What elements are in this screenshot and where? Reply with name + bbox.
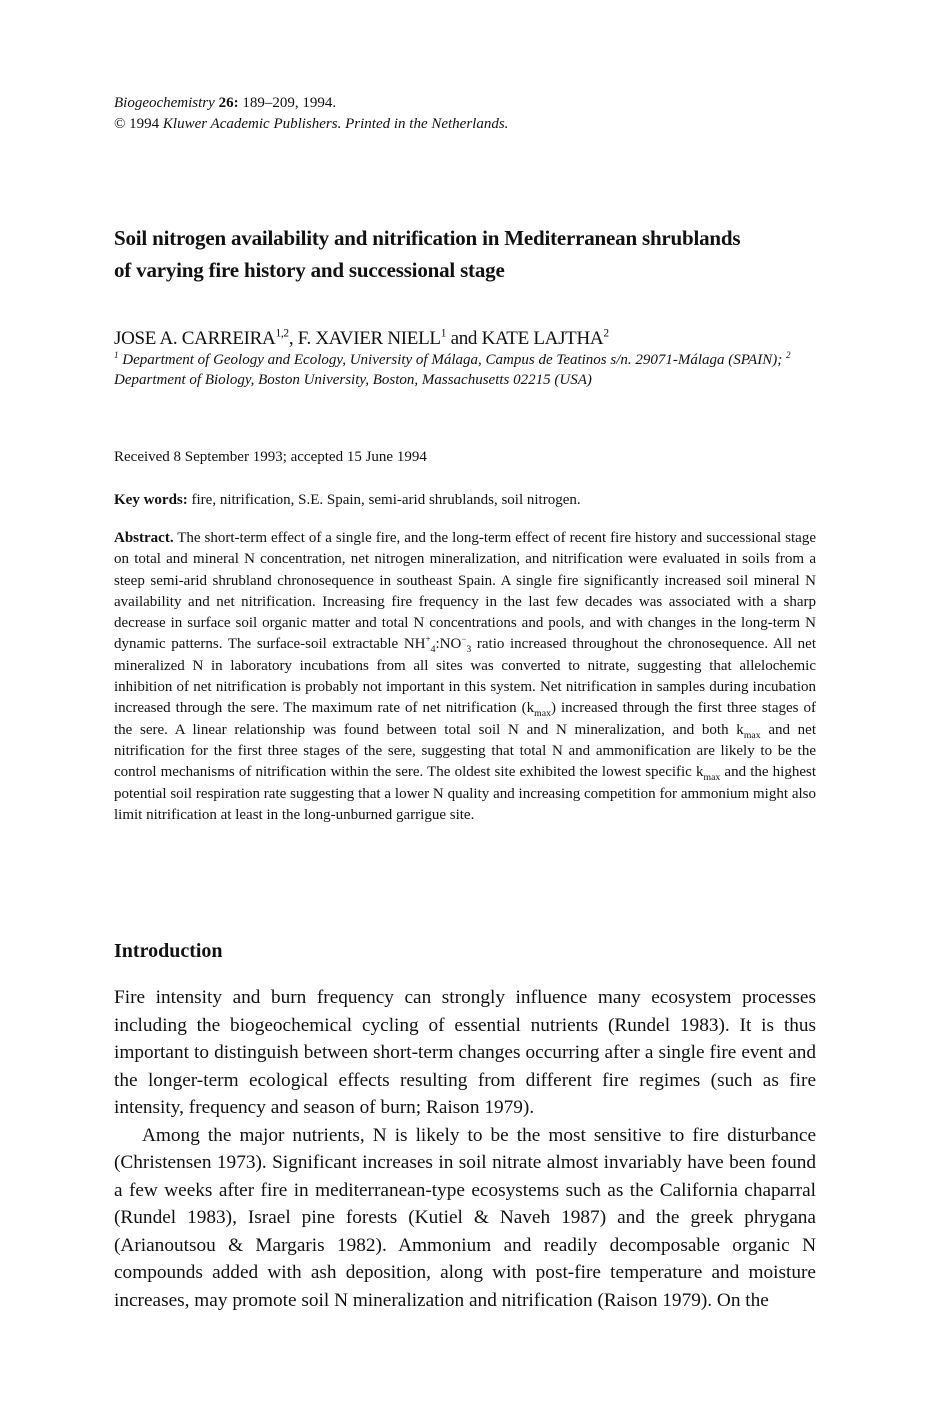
journal-citation: [114, 93, 508, 135]
title-line-1: Soil nitrogen availability and nitrification in Mediterranean shrublands: [114, 226, 741, 250]
keywords-label: Key words:: [114, 492, 188, 508]
paper-title: [114, 222, 834, 286]
abstract-text: and net nitrification for the first three stages of the sere, suggesting that total N and ammonification are likely to be the control mechanisms of nitrification within the sere. The oldest site exhibited the lowest specific k: [114, 721, 817, 781]
received-dates: Received 8 September 1993; accepted 15 June 1994: [114, 449, 427, 465]
affiliations: [114, 350, 834, 390]
author-separator: and: [446, 328, 482, 349]
keywords-text: fire, nitrification, S.E. Spain, semi-arid shrublands, soil nitrogen.: [187, 492, 581, 508]
introduction-body: [114, 984, 816, 1314]
affiliation-1: Department of Geology and Ecology, University of Málaga, Campus de Teatinos s/n. 29071-Málaga (SPAIN);: [118, 352, 786, 368]
copyright-icon: ©: [114, 116, 126, 132]
ammonium-charge: +: [425, 634, 431, 645]
section-heading-introduction: Introduction: [114, 940, 223, 962]
abstract-text: and the highest potential soil respiration rate suggesting that a lower N quality and increasing competition for ammonium might also limit nitrification at least in the long-unburned garrigue site.: [114, 764, 816, 823]
journal-name: Biogeochemistry: [114, 95, 215, 111]
journal-volume: 26:: [218, 95, 239, 111]
affil-sup-1: 1: [114, 350, 119, 360]
copyright-line: [114, 114, 508, 135]
nitrate-sub: 3: [466, 644, 472, 656]
affil-sup-2: 2: [785, 350, 791, 360]
kmax-sub: max: [743, 729, 761, 741]
journal-volume-line: [114, 93, 508, 114]
author-list: [114, 327, 609, 351]
affiliation-2: Department of Biology, Boston University, Boston, Massachusetts 02215 (USA): [114, 372, 592, 388]
publisher-note: Kluwer Academic Publishers. Printed in the Netherlands.: [162, 116, 509, 132]
author-affil-sup: 1,2: [275, 327, 289, 340]
abstract-text: :NO: [435, 636, 462, 653]
title-line-2: of varying fire history and successional stage: [114, 258, 505, 282]
abstract-text: ) increased through the first three stages of the sere. A linear relationship was found between total soil N and N mineralization, and both k: [114, 700, 816, 738]
author-separator: ,: [288, 328, 298, 349]
journal-pages-year: 189–209, 1994.: [238, 95, 337, 111]
nitrate-charge: −: [461, 634, 467, 645]
author-name: F. XAVIER NIELL: [297, 328, 441, 349]
paragraph: Among the major nutrients, N is likely to be the most sensitive to fire disturbance (Christensen 1973). Significant increases in soil nitrate almost invariably have been found a few weeks after fire in mediterranean-type ecosystems such as the California chaparral (Rundel 1983), Israel pine forests (Kutiel & Naveh 1987) and the greek phrygana (Arianoutsou & Margaris 1982). Ammonium and readily decomposable organic N compounds added with ash deposition, along with post-fire temperature and moisture increases, may promote soil N mineralization and nitrification (Raison 1979). On the: [114, 1124, 816, 1311]
abstract-text: ratio increased throughout the chronosequence. All net mineralized N in laboratory incubations from all sites was converted to nitrate, suggesting that allelochemic inhibition of net nitrification is probably not important in this system. Net nitrification in samples during incubation increased through the sere. The maximum rate of net nitrification (k: [114, 636, 816, 717]
author-affil-sup: 2: [603, 327, 609, 340]
abstract: [114, 528, 816, 826]
kmax-sub: max: [534, 708, 551, 720]
copyright-year: 1994: [125, 116, 163, 132]
abstract-label: Abstract.: [114, 530, 174, 546]
paragraph: Fire intensity and burn frequency can strongly influence many ecosystem processes including the biogeochemical cycling of essential nutrients (Rundel 1983). It is thus important to distinguish between short-term changes occurring after a single fire event and the longer-term ecological effects resulting from different fire regimes (such as fire intensity, frequency and season of burn; Raison 1979).: [114, 987, 816, 1118]
author-affil-sup: 1: [440, 327, 447, 340]
ammonium-sub: 4: [430, 644, 436, 656]
author-name: KATE LAJTHA: [481, 328, 604, 349]
author-name: JOSE A. CARREIRA: [114, 328, 276, 349]
abstract-text: The short-term effect of a single fire, and the long-term effect of recent fire history and successional stage on total and mineral N concentration, net nitrogen mineralization, and nitrification were evaluated in soils from a steep semi-arid shrubland chronosequence in southeast Spain. A single fire significantly increased soil mineral N availability and net nitrification. Increasing fire frequency in the last few decades was associated with a sharp decrease in surface soil organic matter and total N concentrations and pools, and with changes in the long-term N dynamic patterns. The surface-soil extractable NH: [114, 530, 816, 653]
keywords: [114, 490, 581, 510]
kmax-sub: max: [703, 772, 721, 784]
